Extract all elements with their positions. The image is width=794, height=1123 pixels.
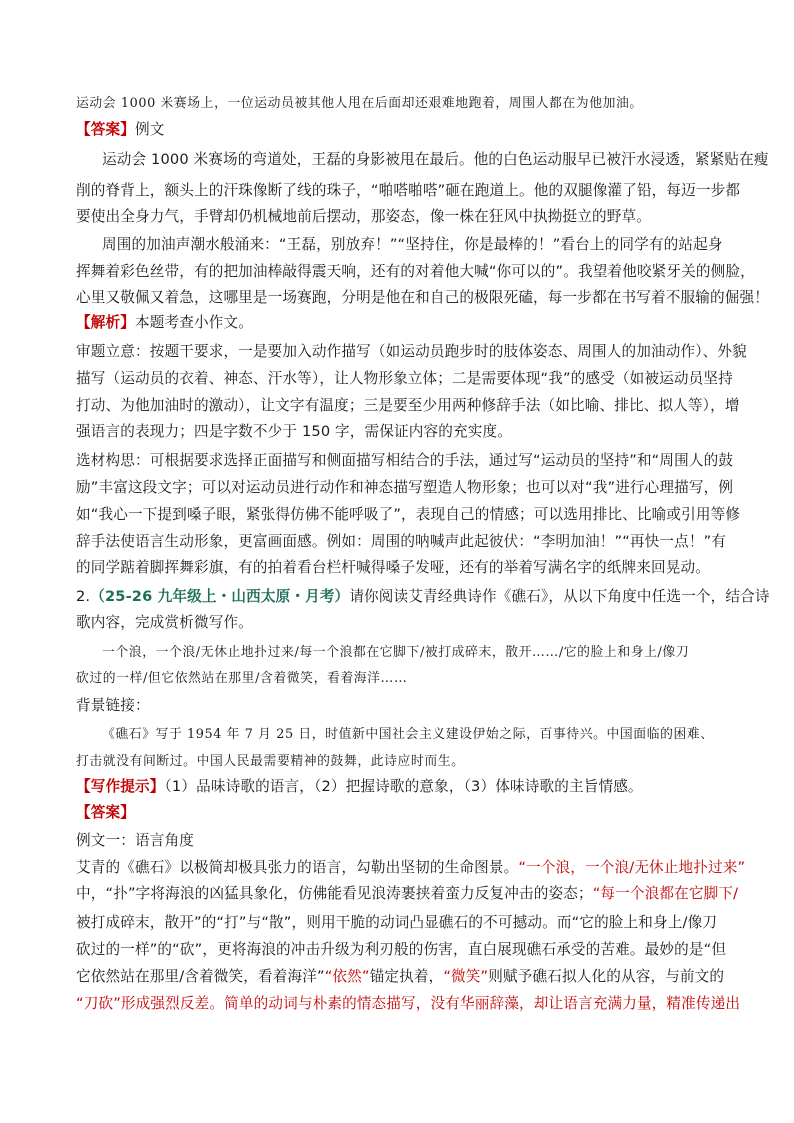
analysis-line: 审题立意：按题干要求，一是要加入动作描写（如运动员跑步时的肢体姿态、周围人的加油动作）、外貌 (76, 343, 747, 360)
answer-tag: 【答案】 (76, 121, 135, 138)
essay-paragraph-line: 挥舞着彩色丝带，有的把加油棒敲得震天响，还有的对着他大喊“你可以的”。我望着他咬紧牙关的侧脸， (76, 263, 755, 280)
essay-paragraph-line: 周围的加油声潮水般涌来：“王磊，别放弃！”“坚持住，你是最棒的！”看台上的同学有的站起身 (102, 236, 723, 253)
answer-heading (76, 803, 135, 823)
analysis-line: 选材构思：可根据要求选择正面描写和侧面描写相结合的手法，通过写“运动员的坚持”和“周围人的鼓 (76, 452, 734, 469)
example-line: 艾青的《礁石》以极简却极具张力的语言，勾勒出坚韧的生命图景。“一个浪，一个浪/无休止地扑过来” (76, 859, 746, 876)
essay-paragraph-line: 要使出全身力气，手臂却仍机械地前后摆动，那姿态，像一株在狂风中执拗挺立的野草。 (76, 208, 652, 225)
example-line: “刀砍”形成强烈反差。简单的动词与朴素的情态描写，没有华丽辞藻，却让语言充满力量，精准传递出 (76, 995, 741, 1012)
analysis-line: 励”丰富这段文字；可以对运动员进行动作和神态描写塑造人物形象；也可以对“我”进行心理描写，例 (76, 479, 734, 496)
poem-line: 砍过的一样/但它依然站在那里/含着微笑，看着海洋…… (76, 671, 408, 686)
essay-paragraph-line: 心里又敬佩又着急，这哪里是一场赛跑，分明是他在和自己的极限死磕，每一步都在书写着不服输的倔强！ (76, 289, 769, 306)
example-line: 砍过的一样”的“砍”，更将海浪的冲击升级为利刃般的伤害，直白展现礁石承受的苦难。最妙的是“但 (76, 941, 727, 958)
example-line: 中，“扑”字将海浪的凶猛具象化，仿佛能看见浪涛裹挟着蛮力反复冲击的姿态；“每一个浪都在它脚下/ (76, 885, 739, 902)
essay-paragraph-line: 削的脊背上，额头上的汗珠像断了线的珠子，“啪嗒啪嗒”砸在跑道上。他的双腿像灌了铅，每迈一步都 (76, 182, 741, 199)
analysis-line: 辞手法使语言生动形象，更富画面感。例如：周围的呐喊声此起彼伏：“李明加油！”“再快一点！”有 (76, 533, 727, 550)
poem-line: 一个浪，一个浪/无休止地扑过来/每一个浪都在它脚下/被打成碎末，散开……/它的脸上和身上/像刀 (102, 645, 690, 660)
example-title: 例文一：语言角度 (76, 832, 194, 849)
question-2-line: 歌内容，完成赏析微写作。 (76, 614, 253, 631)
answer-tag: 【答案】 (76, 804, 135, 821)
background-label: 背景链接： (76, 697, 150, 714)
answer-heading: 【答案】例文 (76, 121, 165, 138)
analysis-heading: 【解析】本题考查小作文。 (76, 314, 253, 331)
background-text-line: 打击就没有间断过。中国人民最需要精神的鼓舞，此诗应时而生。 (76, 754, 465, 769)
writing-tip-line: 【写作提示】（1）品味诗歌的语言，（2）把握诗歌的意象，（3）体味诗歌的主旨情感。 (76, 778, 643, 795)
background-text-line: 《礁石》写于 1954 年 7 月 25 日，时值新中国社会主义建设伊始之际，百事待兴。中国面临的困难、 (102, 727, 714, 742)
example-line: 被打成碎末，散开”的“打”与“散”，则用干脆的动词凸显礁石的不可撼动。而“它的脸上和身上/像刀 (76, 914, 718, 931)
analysis-line: 如“我心一下提到嗓子眼，紧张得仿佛不能呼吸了”，表现自己的情感；可以选用排比、比喻或引用等修 (76, 506, 741, 523)
analysis-line: 强语言的表现力；四是字数不少于 150 字，需保证内容的充实度。 (76, 423, 512, 440)
question-source: （25-26 九年级上・山西太原・月考） (90, 588, 350, 605)
question-number: 2. (76, 588, 91, 605)
question-prompt-line: 运动会 1000 米赛场上，一位运动员被其他人甩在后面却还艰难地跑着，周围人都在为他加油。 (76, 96, 643, 111)
analysis-line: 描写（运动员的衣着、神态、汗水等），让人物形象立体；二是需要体现“我”的感受（如被运动员坚持 (76, 370, 733, 387)
analysis-tag: 【解析】 (76, 314, 135, 331)
analysis-line: 的同学踮着脚挥舞彩旗，有的拍着看台栏杆喊得嗓子发哑，还有的举着写满名字的纸牌来回晃动。 (76, 559, 710, 576)
analysis-line: 打动、为他加油时的激动），让文字有温度；三是要至少用两种修辞手法（如比喻、排比、拟人等），增 (76, 397, 740, 414)
question-2-line: 2.（25-26 九年级上・山西太原・月考）请你阅读艾青经典诗作《礁石》，从以下角度中任选一个，结合诗 (76, 588, 770, 605)
example-line: 它依然站在那里/含着微笑，看着海洋”“依然”锚定执着，“微笑”则赋予礁石拟人化的从容，与前文的 (76, 968, 725, 985)
essay-paragraph-line: 运动会 1000 米赛场的弯道处，王磊的身影被甩在最后。他的白色运动服早已被汗水浸透，紧紧贴在瘦 (102, 151, 769, 168)
writing-tip-tag: 【写作提示】 (76, 778, 165, 795)
